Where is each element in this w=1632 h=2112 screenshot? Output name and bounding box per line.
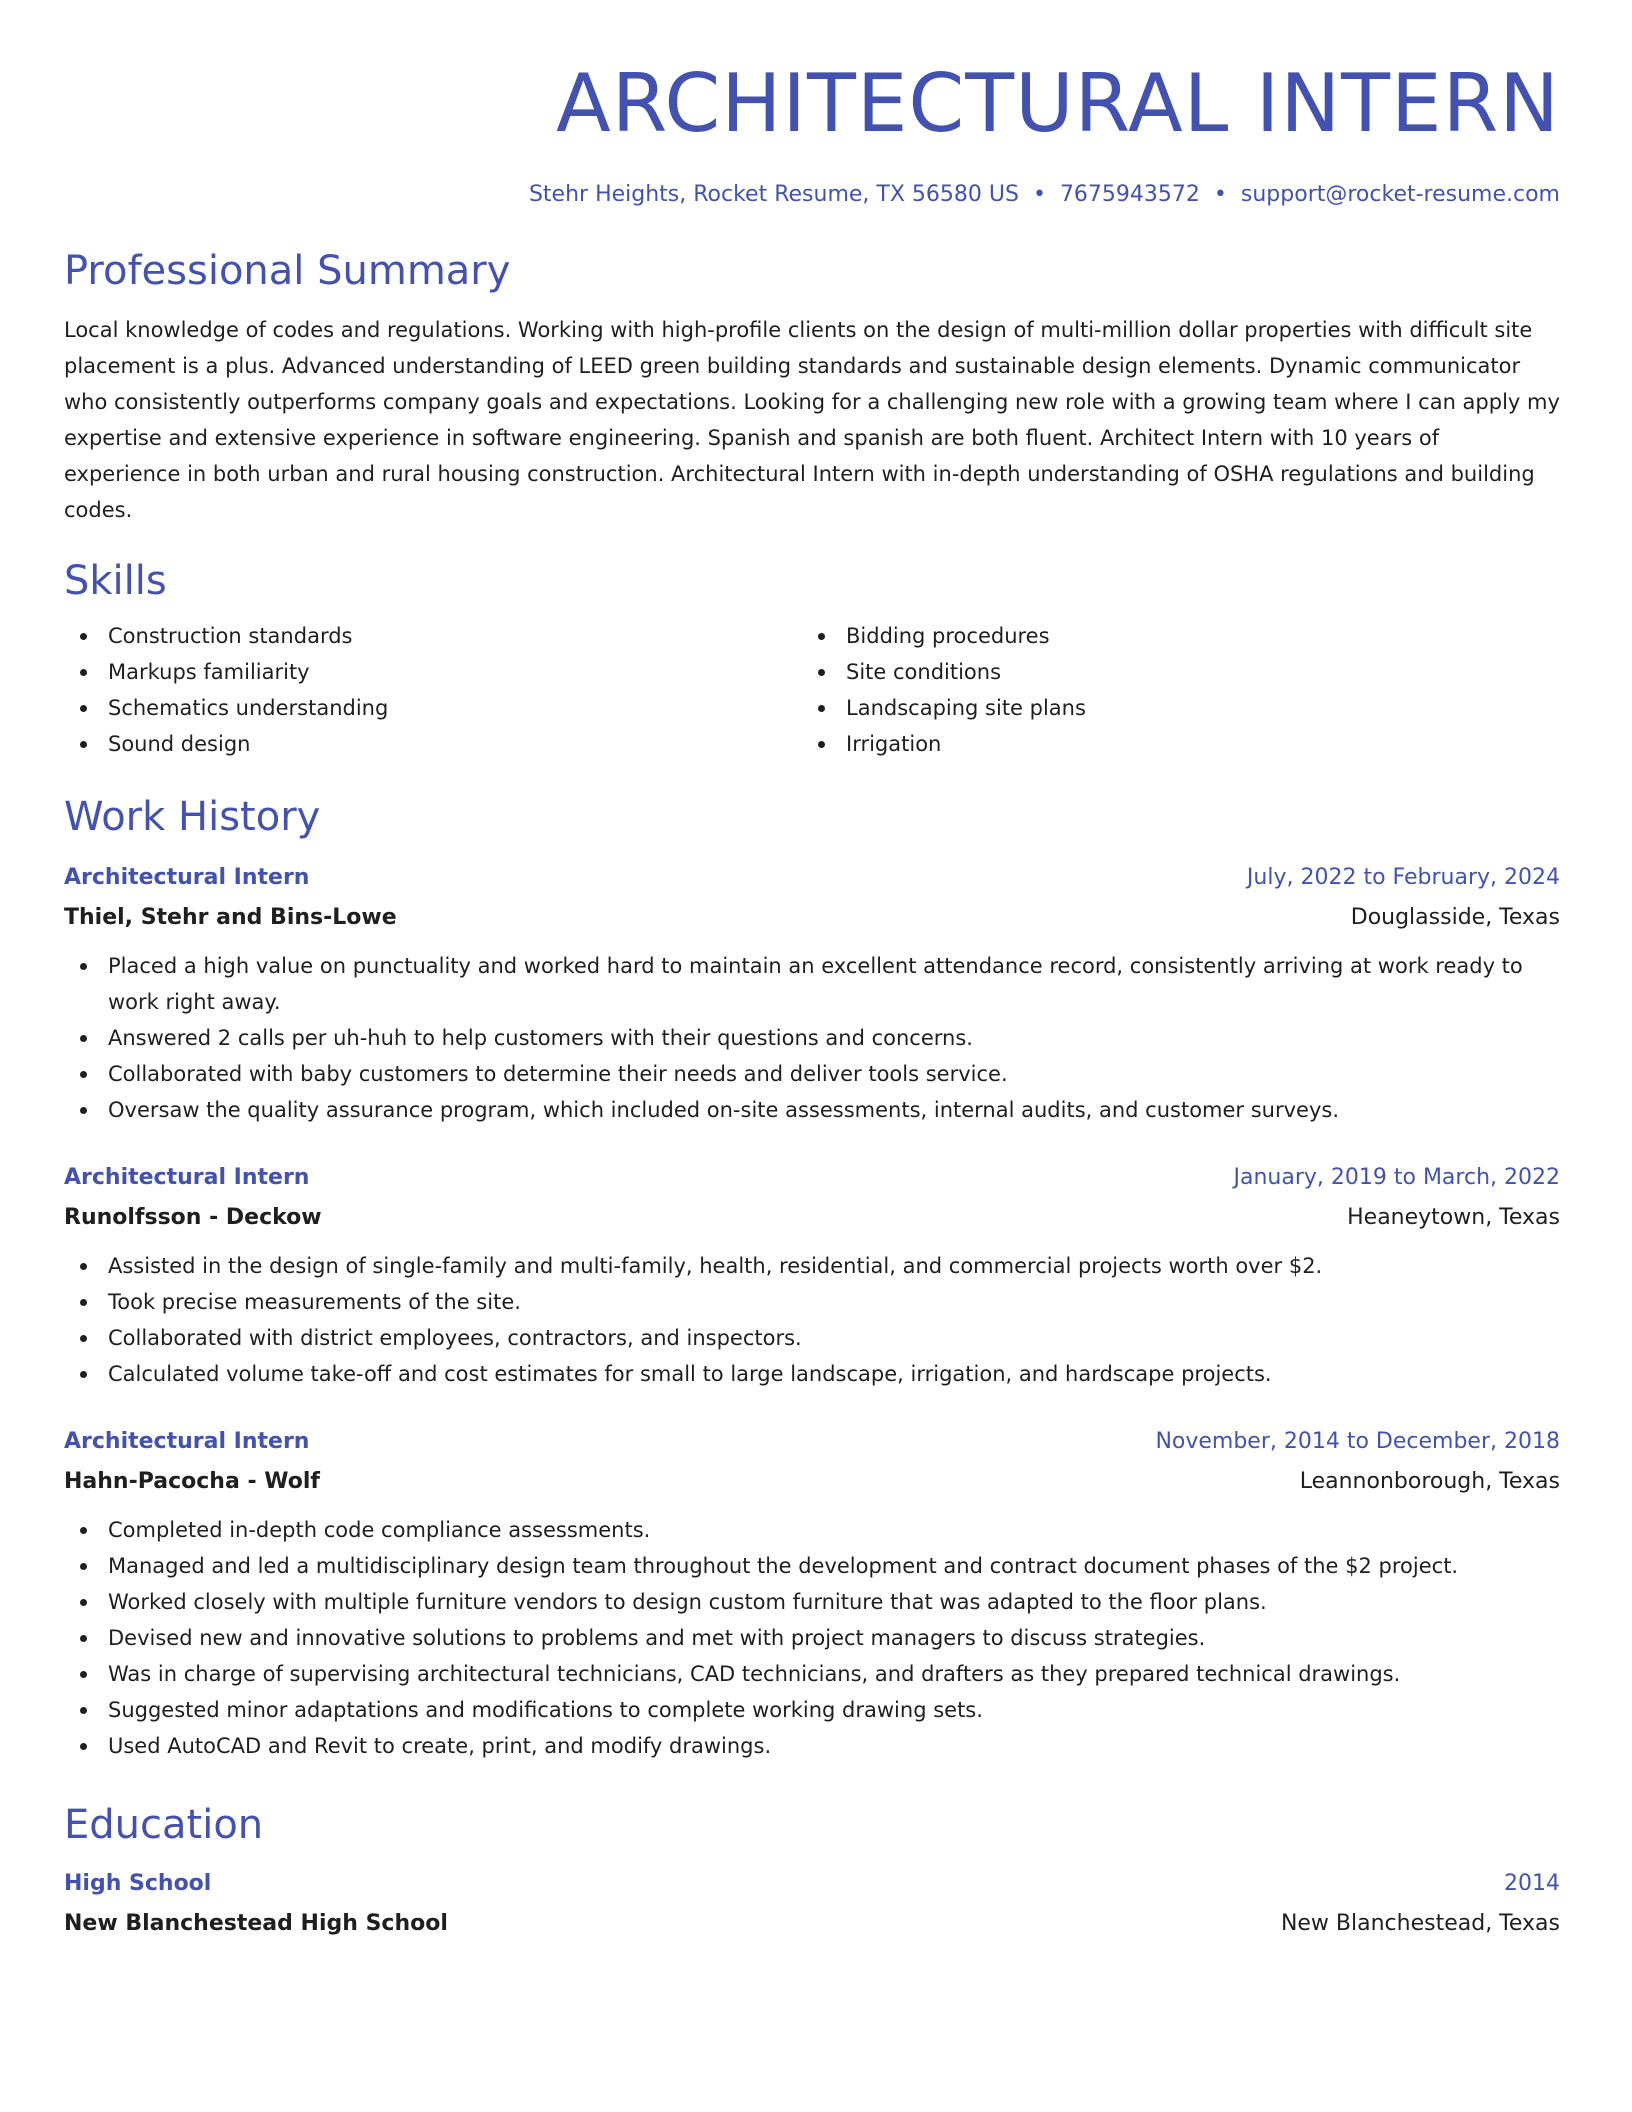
job-entry [64,858,1560,1128]
job-bullet: Took precise measurements of the site. [64,1284,1560,1320]
job-title: Architectural Intern [64,1429,310,1454]
section-heading: Professional Summary [64,248,511,294]
skill-item: Landscaping site plans [802,690,1540,726]
skill-item: Construction standards [64,618,802,654]
contact-line [64,180,1560,210]
job-bullet: Answered 2 calls per uh-huh to help customers with their questions and concerns. [64,1020,1560,1056]
job-company-row [64,1198,1560,1238]
education-location: New Blanchestead, Texas [1280,1911,1560,1936]
job-company-row [64,898,1560,938]
contact-separator: • [1213,182,1227,207]
job-bullet: Managed and led a multidisciplinary design team throughout the development and contract document phases of the $2 project. [64,1548,1560,1584]
education-degree: High School [64,1871,212,1896]
skill-item: Sound design [64,726,802,762]
education-year: 2014 [1504,1871,1560,1896]
skills-columns [64,618,1560,762]
education-section [64,1800,1560,1944]
job-location: Heaneytown, Texas [1347,1205,1560,1230]
job-company: Thiel, Stehr and Bins-Lowe [64,905,397,930]
contact-address: Stehr Heights, Rocket Resume, TX 56580 US [528,182,1019,207]
job-bullet: Oversaw the quality assurance program, which included on-site assessments, internal audits, and customer surveys. [64,1092,1560,1128]
job-title: Architectural Intern [64,1165,310,1190]
resume-page [64,0,1560,1944]
job-bullets [64,1248,1560,1392]
skills-section [64,556,1560,762]
job-bullet: Devised new and innovative solutions to problems and met with project managers to discuss strategies. [64,1620,1560,1656]
job-bullet: Completed in-depth code compliance assessments. [64,1512,1560,1548]
job-company: Hahn-Pacocha - Wolf [64,1469,320,1494]
contact-email: support@rocket-resume.com [1240,182,1560,207]
summary-section [64,246,1560,528]
resume-header [64,56,1560,210]
job-location: Leannonborough, Texas [1299,1469,1560,1494]
section-heading: Skills [64,558,167,604]
summary-text: Local knowledge of codes and regulations. Working with high-profile clients on the design of multi-million dollar properties with difficult site placement is a plus. Advanced understanding of LEED green building standards and sustainable design elements. Dynamic communicator who consistently outperforms company goals and expectations. Looking for a challenging new role with a growing team where I can apply my expertise and extensive experience in software engineering. Spanish and spanish are both fluent. Architect Intern with 10 years of experience in both urban and rural housing construction. Architectural Intern with in-depth understanding of OSHA regulations and building codes. [64,318,1560,522]
education-school-row [64,1904,1560,1944]
job-bullet: Suggested minor adaptations and modifications to complete working drawing sets. [64,1692,1560,1728]
job-bullet: Calculated volume take-off and cost estimates for small to large landscape, irrigation, and hardscape projects. [64,1356,1560,1392]
contact-phone: 7675943572 [1059,182,1200,207]
job-bullet: Placed a high value on punctuality and worked hard to maintain an excellent attendance record, consistently arriving at work ready to work right away. [64,948,1560,1020]
education-degree-row [64,1864,1560,1904]
job-company-row [64,1462,1560,1502]
job-location: Douglasside, Texas [1350,905,1560,930]
job-bullet: Used AutoCAD and Revit to create, print, and modify drawings. [64,1728,1560,1764]
job-title-row [64,1422,1560,1462]
contact-separator: • [1032,182,1046,207]
job-title-row [64,1158,1560,1198]
skills-list-right [802,618,1540,762]
job-company: Runolfsson - Deckow [64,1205,322,1230]
education-school: New Blanchestead High School [64,1911,448,1936]
job-bullet: Was in charge of supervising architectural technicians, CAD technicians, and drafters as they prepared technical drawings. [64,1656,1560,1692]
skill-item: Bidding procedures [802,618,1540,654]
job-dates: July, 2022 to February, 2024 [1246,865,1560,890]
section-heading: Education [64,1802,264,1848]
education-entry [64,1864,1560,1944]
job-dates: January, 2019 to March, 2022 [1233,1165,1560,1190]
skill-item: Irrigation [802,726,1540,762]
job-bullet: Worked closely with multiple furniture vendors to design custom furniture that was adapted to the floor plans. [64,1584,1560,1620]
skill-item: Markups familiarity [64,654,802,690]
job-bullet: Collaborated with baby customers to determine their needs and deliver tools service. [64,1056,1560,1092]
job-bullets [64,1512,1560,1764]
skills-list-left [64,618,802,762]
job-title: Architectural Intern [64,865,310,890]
job-entry [64,1422,1560,1764]
skill-item: Site conditions [802,654,1540,690]
skill-item: Schematics understanding [64,690,802,726]
section-heading: Work History [64,794,321,840]
job-entry [64,1158,1560,1392]
job-bullets [64,948,1560,1128]
job-bullet: Collaborated with district employees, contractors, and inspectors. [64,1320,1560,1356]
job-bullet: Assisted in the design of single-family and multi-family, health, residential, and commercial projects worth over $2. [64,1248,1560,1284]
page-title: ARCHITECTURAL INTERN [556,57,1560,150]
job-title-row [64,858,1560,898]
work-history-section [64,792,1560,1764]
job-dates: November, 2014 to December, 2018 [1155,1429,1560,1454]
